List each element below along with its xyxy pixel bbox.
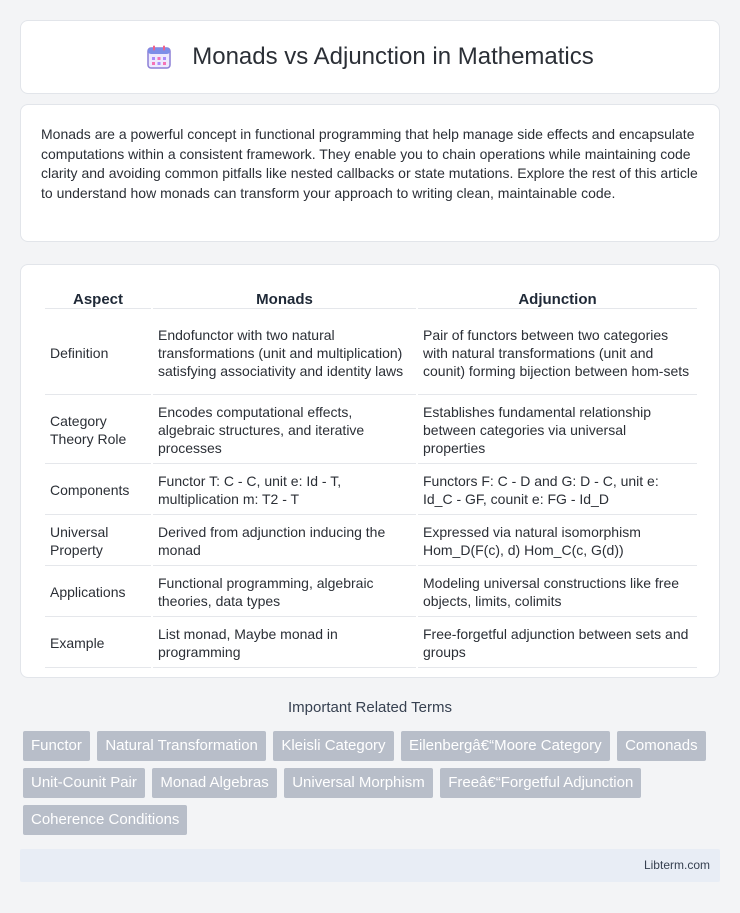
column-header-aspect: Aspect	[45, 287, 151, 309]
column-header-adjunction: Adjunction	[418, 287, 697, 309]
row-aspect: Definition	[45, 311, 151, 395]
row-adjunction: Modeling universal constructions like free objects, limits, colimits	[418, 568, 697, 617]
row-monads: Functional programming, algebraic theories, data types	[153, 568, 416, 617]
row-aspect: Category Theory Role	[45, 397, 151, 464]
tag-eilenberg-moore-category[interactable]: Eilenbergâ€“Moore Category	[401, 731, 610, 761]
row-adjunction: Pair of functors between two categories with natural transformations (unit and counit) forming bijection between hom-sets	[418, 311, 697, 395]
tag-functor[interactable]: Functor	[23, 731, 90, 761]
tag-coherence-conditions[interactable]: Coherence Conditions	[23, 805, 187, 835]
row-monads: Encodes computational effects, algebraic structures, and iterative processes	[153, 397, 416, 464]
tag-universal-morphism[interactable]: Universal Morphism	[284, 768, 433, 798]
tag-kleisli-category[interactable]: Kleisli Category	[273, 731, 393, 761]
table-row	[45, 517, 697, 566]
row-adjunction: Functors F: C - D and G: D - C, unit e: Id_C - GF, counit e: FG - Id_D	[418, 466, 697, 515]
table-row	[45, 311, 697, 395]
tag-free-forgetful-adjunction[interactable]: Freeâ€“Forgetful Adjunction	[440, 768, 641, 798]
comparison-table	[43, 285, 699, 670]
row-aspect: Universal Property	[45, 517, 151, 566]
table-row	[45, 619, 697, 668]
intro-text: Monads are a powerful concept in functional programming that help manage side effects and encapsulate computations within a consistent framework. They enable you to chain operations while maintaining code clarity and avoiding common pitfalls like nested callbacks or state mutations. Explore the rest of this article to understand how monads can transform your approach to writing clean, maintainable code.	[41, 126, 698, 201]
column-header-monads: Monads	[153, 287, 416, 309]
row-adjunction: Establishes fundamental relationship between categories via universal properties	[418, 397, 697, 464]
tag-unit-counit-pair[interactable]: Unit-Counit Pair	[23, 768, 145, 798]
table-row	[45, 466, 697, 515]
row-aspect: Components	[45, 466, 151, 515]
header-card	[20, 20, 720, 94]
row-monads: List monad, Maybe monad in programming	[153, 619, 416, 668]
row-adjunction: Expressed via natural isomorphism Hom_D(F(c), d) Hom_C(c, G(d))	[418, 517, 697, 566]
tag-natural-transformation[interactable]: Natural Transformation	[97, 731, 266, 761]
tag-comonads[interactable]: Comonads	[617, 731, 706, 761]
row-monads: Endofunctor with two natural transformations (unit and multiplication) satisfying associativity and identity laws	[153, 311, 416, 395]
page-title: Monads vs Adjunction in Mathematics	[192, 43, 594, 70]
intro-card	[20, 104, 720, 242]
row-adjunction: Free-forgetful adjunction between sets and groups	[418, 619, 697, 668]
table-header-row	[45, 287, 697, 309]
comparison-card	[20, 264, 720, 678]
tag-monad-algebras[interactable]: Monad Algebras	[152, 768, 276, 798]
footer-site-link[interactable]: Libterm.com	[643, 858, 710, 872]
table-row	[45, 397, 697, 464]
row-aspect: Example	[45, 619, 151, 668]
row-monads: Derived from adjunction inducing the monad	[153, 517, 416, 566]
calendar-icon	[146, 44, 172, 70]
related-terms-list	[23, 731, 723, 842]
row-aspect: Applications	[45, 568, 151, 617]
related-terms-title: Important Related Terms	[288, 699, 452, 716]
footer	[20, 849, 720, 882]
table-row	[45, 568, 697, 617]
row-monads: Functor T: C - C, unit e: Id - T, multiplication m: T2 - T	[153, 466, 416, 515]
